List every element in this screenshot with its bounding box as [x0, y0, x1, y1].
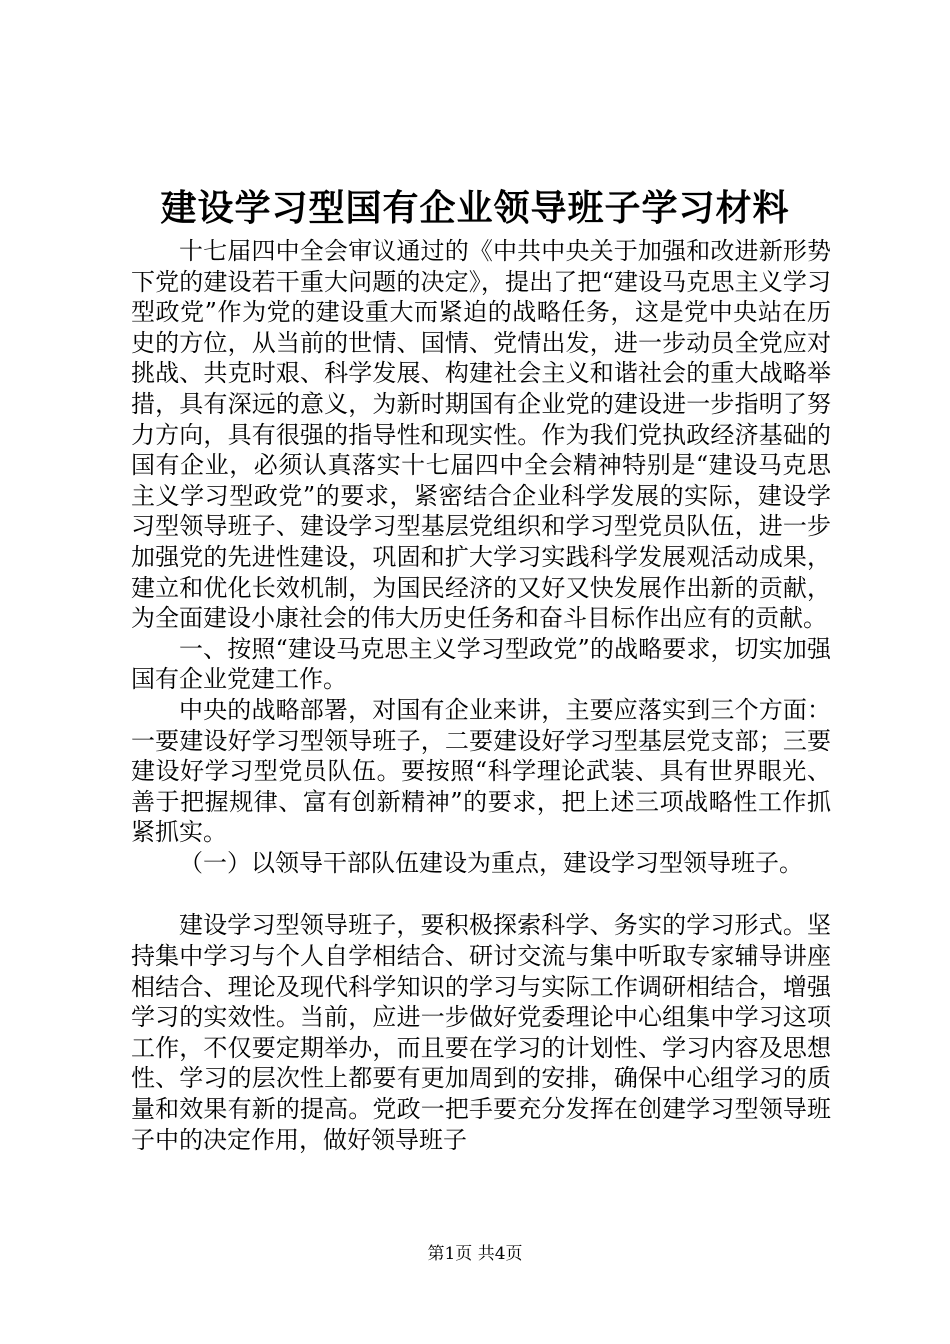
- paragraph-spacer: [131, 878, 831, 910]
- document-title: 建设学习型国有企业领导班子学习材料: [160, 187, 790, 229]
- paragraph-leadership: 建设学习型领导班子，要积极探索科学、务实的学习形式。坚持集中学习与个人自学相结合、研讨交流与集中听取专家辅导讲座相结合、理论及现代科学知识的学习与实际工作调研相结合，增强学习的实效性。当前，应进一步做好党委理论中心组集中学习这项工作，不仅要定期举办，而且要在学习的计划性、学习内容及思想性、学习的层次性上都要有更加周到的安排，确保中心组学习的质量和效果有新的提高。党政一把手要充分发挥在创建学习型领导班子中的决定作用，做好领导班子: [131, 911, 831, 1154]
- subsection-heading-one: （一）以领导干部队伍建设为重点，建设学习型领导班子。: [179, 848, 803, 877]
- page-footer: 第1页 共4页: [427, 1244, 523, 1264]
- paragraph-strategy: 中央的战略部署，对国有企业来讲，主要应落实到三个方面：一要建设好学习型领导班子，二要建设好学习型基层党支部；三要建设好学习型党员队伍。要按照“科学理论武装、具有世界眼光、善于把握规律、富有创新精神”的要求，把上述三项战略性工作抓紧抓实。: [131, 695, 831, 847]
- document-body: [131, 236, 831, 1155]
- section-heading-one: 一、按照“建设马克思主义学习型政党”的战略要求，切实加强国有企业党建工作。: [131, 634, 831, 694]
- paragraph-intro: 十七届四中全会审议通过的《中共中央关于加强和改进新形势下党的建设若干重大问题的决定》，提出了把“建设马克思主义学习型政党”作为党的建设重大而紧迫的战略任务，这是党中央站在历史的方位，从当前的世情、国情、党情出发，进一步动员全党应对挑战、共克时艰、科学发展、构建社会主义和谐社会的重大战略举措，具有深远的意义，为新时期国有企业党的建设进一步指明了努力方向，具有很强的指导性和现实性。作为我们党执政经济基础的国有企业，必须认真落实十七届四中全会精神特别是“建设马克思主义学习型政党”的要求，紧密结合企业科学发展的实际，建设学习型领导班子、建设学习型基层党组织和学习型党员队伍，进一步加强党的先进性建设，巩固和扩大学习实践科学发展观活动成果，建立和优化长效机制，为国民经济的又好又快发展作出新的贡献，为全面建设小康社会的伟大历史任务和奋斗目标作出应有的贡献。: [131, 237, 831, 633]
